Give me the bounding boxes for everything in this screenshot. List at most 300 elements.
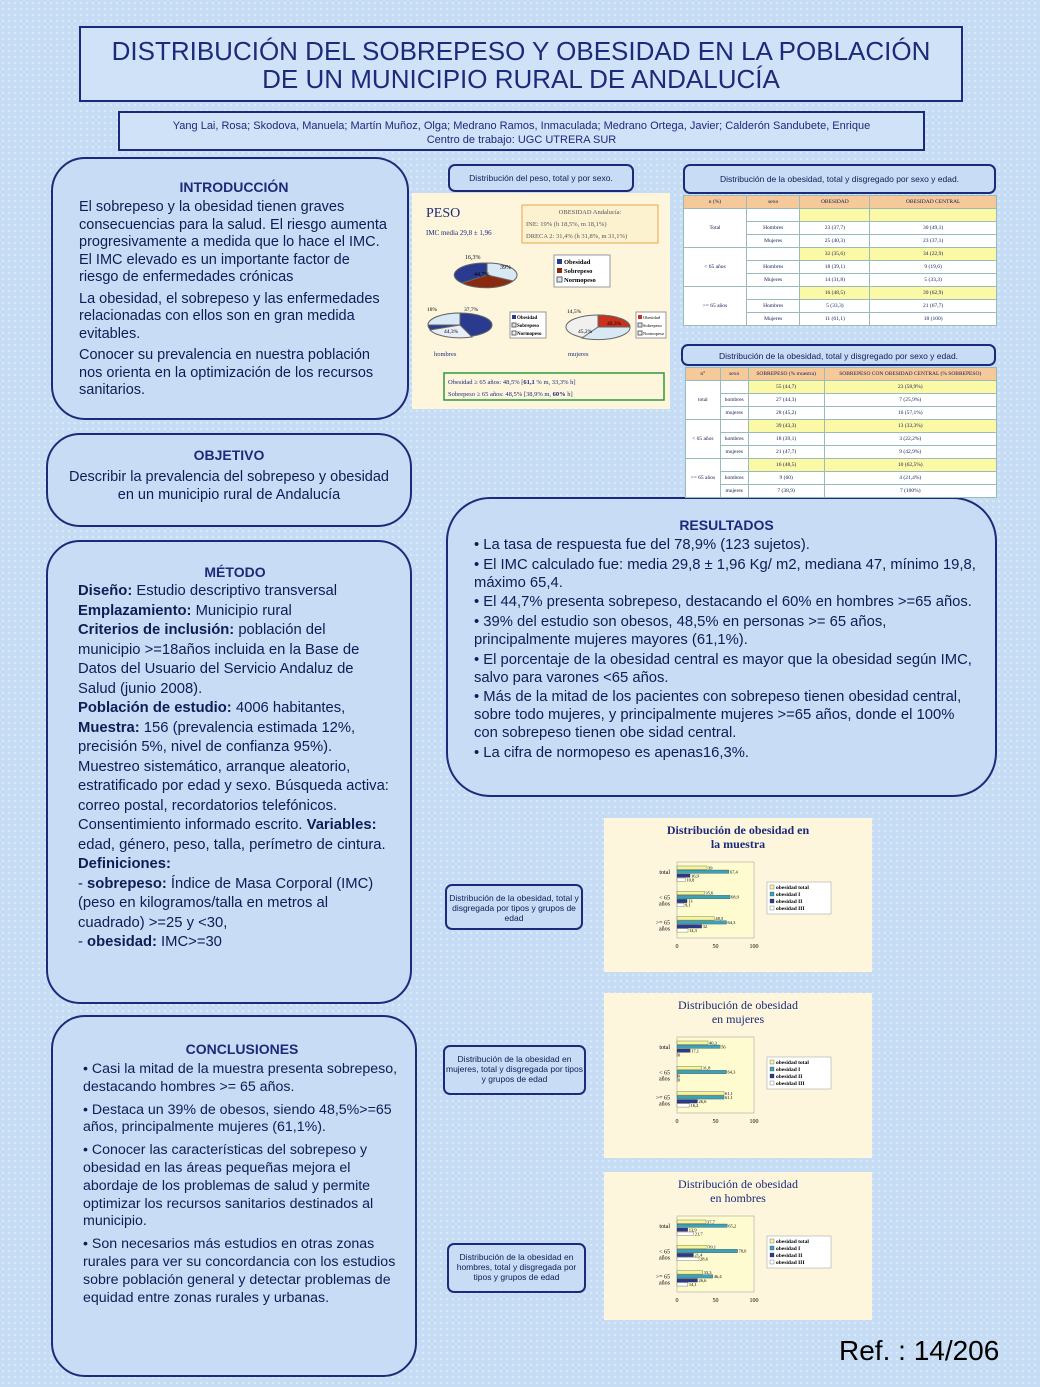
table-row	[684, 287, 997, 300]
bar-value-label: 10,8	[686, 877, 695, 883]
row-value-a: 23 (37,7)	[800, 222, 870, 235]
x-tick-label: 0	[675, 944, 679, 950]
bar-value-label: 64,3	[727, 919, 736, 925]
legend-entry: obesidad total	[776, 885, 809, 891]
legend-entry: obesidad total	[776, 1239, 809, 1245]
criterios-label: Criterios de inclusión:	[78, 622, 235, 638]
legend-swatch	[770, 1260, 774, 1264]
conclusion-item: • Destaca un 39% de obesos, siendo 48,5%>=65 años, principalmente mujeres (61,1%).	[83, 1101, 392, 1136]
legend-entry: obesidad II	[776, 1253, 803, 1259]
conclusiones-heading: CONCLUSIONES	[185, 1041, 299, 1057]
category-label: total	[659, 1224, 670, 1230]
chart-title-line-2: en hombres	[710, 1191, 766, 1205]
conclusion-item: • Casi la mitad de la muestra presenta sobrepeso, destacando hombres >= 65 años.	[83, 1061, 398, 1095]
hombres-legend	[510, 312, 546, 338]
legend-sobrepeso: Sobrepeso	[564, 268, 593, 275]
legend-swatch	[770, 885, 774, 889]
variables-text: edad, género, peso, talla, perímetro de cintura.	[78, 836, 386, 853]
category-label: < 65	[659, 895, 670, 902]
row-value-a: 9 (60)	[748, 472, 824, 485]
table1-header: OBESIDAD CENTRAL	[870, 196, 997, 209]
row-sexo	[746, 287, 800, 300]
def1-dash: -	[78, 875, 88, 892]
table-row	[686, 420, 997, 433]
conclusiones-box	[51, 1015, 417, 1377]
bar	[677, 891, 704, 894]
table-row	[686, 446, 997, 459]
legend-entry: obesidad III	[776, 1081, 805, 1087]
category-label-cont: años	[659, 1076, 670, 1083]
chart-hombres-svg	[604, 1172, 872, 1320]
row-group: total	[686, 381, 721, 420]
row-value-b: 7 (100%)	[824, 485, 996, 498]
reference-number: Ref. : 14/206	[839, 1335, 1000, 1366]
row-value-a: 18 (39,1)	[748, 433, 824, 446]
bar-value-label: 16,9	[691, 873, 699, 879]
row-value-b: 5 (33,3)	[870, 274, 997, 287]
bar-value-label: 0	[678, 1052, 681, 1058]
row-sexo: hombres	[720, 433, 748, 446]
row-value-b: 18 (100)	[870, 313, 997, 326]
bar	[677, 917, 714, 920]
bar-value-label: 21,4	[694, 1252, 703, 1258]
chart-title-line-1: Distribución de obesidad	[678, 998, 798, 1012]
criterios-text: población del municipio >=18años incluida en la Base de Datos del Usuario del Servicio Andaluz de Salud (junio 2008).	[78, 622, 360, 697]
bar-value-label: 9,1	[685, 902, 691, 908]
row-value-b: 23 (37,1)	[870, 235, 997, 248]
bar	[677, 1232, 694, 1235]
hl-text-1: Obesidad	[517, 316, 538, 321]
bar-value-label: 37,7	[707, 1219, 715, 1225]
variables-label: Variables:	[306, 817, 377, 833]
bar-value-label: 21,7	[694, 1231, 703, 1237]
bar-value-label: 61,1	[725, 1094, 733, 1100]
resultado-item: • La cifra de normopeso es apenas16,3%.	[474, 744, 749, 761]
hombres-slice-normopeso	[428, 313, 460, 325]
table-row	[686, 472, 997, 485]
category-label: >= 65	[655, 1274, 670, 1281]
bar	[677, 929, 688, 932]
row-group: < 65 años	[684, 248, 747, 287]
row-value-b: 16 (57,1%)	[824, 407, 996, 420]
row-value-b: 30 (49,1)	[870, 222, 997, 235]
row-group: >= 65 años	[686, 459, 721, 498]
legend-entry: obesidad II	[776, 1074, 803, 1080]
row-group: >= 65 años	[684, 287, 747, 326]
hl-text-2: Sobrepeso	[517, 324, 539, 329]
row-value-b: 39 (62,9)	[870, 287, 997, 300]
bar-value-label: 39	[708, 865, 713, 871]
conclusion-item: • Conocer las características del sobrepeso y obesidad en las áreas pequeñas mejora el abordaje de los problemas de salud y permite optimizar los recursos sanitarios destinados al municipio.	[83, 1142, 374, 1230]
diseno-label: Diseño:	[78, 583, 133, 599]
bar	[677, 1041, 708, 1044]
bar	[677, 1249, 738, 1252]
introduccion-paragraph: La obesidad, el sobrepeso y las enfermedades relacionadas con ellos son en gran medida evitables.	[79, 290, 380, 342]
chart-title-line-2: en mujeres	[711, 1012, 765, 1026]
resultado-item: • La tasa de respuesta fue del 78,9% (123 sujetos).	[474, 537, 810, 553]
bar-value-label: 0	[678, 1073, 681, 1079]
table-obesidad-grid	[683, 195, 997, 326]
hombres-label-b: 37,7%	[464, 307, 479, 313]
row-sexo: hombres	[720, 472, 748, 485]
table1-header: n (%)	[684, 196, 747, 209]
main-pie	[454, 255, 517, 288]
category-label: total	[659, 870, 670, 876]
peso-panel-svg	[412, 193, 670, 409]
title-line-1: DISTRIBUCIÓN DEL SOBREPESO Y OBESIDAD EN LA POBLACIÓN	[111, 36, 931, 66]
obesidad-dist-label-1: Distribución de la obesidad, total y disgregado por sexo y edad.	[683, 164, 996, 194]
introduccion-paragraph: Conocer su prevalencia en nuestra población nos orienta en la optimización de los recursos sanitarios.	[79, 347, 374, 398]
bar-value-label: 33,3	[703, 1269, 712, 1275]
bar-value-label: 35,6	[705, 890, 714, 896]
peso-imc: IMC media 29,8 ± 1,96	[426, 229, 492, 237]
row-sexo	[720, 381, 748, 394]
introduccion-box	[51, 157, 409, 420]
bar-value-label: 13	[688, 898, 693, 904]
introduccion-paragraph: El sobrepeso y la obesidad tienen graves consecuencias para la salud. El riesgo aumenta progresivamente a medida que lo hace el IMC. El IMC elevado es un importante factor de riesgo de enfermedades crónicas	[79, 199, 387, 285]
mujeres-label-a: 14,5%	[567, 309, 582, 315]
legend-entry: obesidad III	[776, 906, 805, 912]
bar	[677, 1224, 727, 1227]
resultados-list	[474, 537, 979, 763]
x-tick-label: 50	[712, 1298, 719, 1304]
note-sobrepeso: Sobrepeso ≥ 65 años: 48,5% [38,9% m, 60% h]	[448, 391, 573, 398]
bar-value-label: 64,3	[727, 1069, 736, 1075]
row-value-a: 27 (44,3)	[748, 394, 824, 407]
hombres-label-c: 44,3%	[444, 329, 459, 335]
row-value-a: 18 (39,1)	[800, 261, 870, 274]
andalucia-dreca: DRECA 2: 31,4% (h 31,8%, m 31,1%)	[526, 233, 628, 240]
row-value-b: 3 (22,2%)	[824, 433, 996, 446]
row-sexo: Mujeres	[746, 274, 800, 287]
row-sexo: Mujeres	[746, 313, 800, 326]
resultado-item: • El 44,7% presenta sobrepeso, destacando el 60% en hombres >=65 años.	[474, 594, 972, 611]
table-row	[686, 394, 997, 407]
table1-header: sexo	[746, 196, 800, 209]
chart-mujeres	[604, 993, 872, 1158]
ml-text-2: Sobrepeso	[643, 323, 662, 328]
row-sexo: mujeres	[720, 485, 748, 498]
resultados-box	[446, 497, 997, 797]
objetivo-heading: OBJETIVO	[193, 447, 265, 463]
row-value-a: 14 (31,8)	[800, 274, 870, 287]
muestra-text: 156 (prevalencia estimada 12%, precisión 5%, nivel de confianza 95%). Muestreo sistemático, arranque aleatorio, estratificado por edad y sexo. Búsqueda activa: correo postal, recordatorios telefónicos. Consentimiento informado escrito.	[78, 719, 389, 833]
bar-value-label: 16,2	[690, 1102, 699, 1108]
table-row	[686, 433, 997, 446]
row-sexo: Mujeres	[746, 235, 800, 248]
legend-swatch	[770, 892, 774, 896]
table-obesidad	[683, 195, 997, 326]
row-value-a: 25 (40,3)	[800, 235, 870, 248]
table-row	[684, 248, 997, 261]
bar-value-label: 14,1	[688, 1281, 697, 1287]
metodo-heading: MÉTODO	[204, 564, 266, 580]
chart-mujeres-svg	[604, 993, 872, 1158]
category-label-cont: años	[659, 926, 670, 933]
bar-value-label: 61,1	[725, 1090, 733, 1096]
bar	[677, 903, 684, 906]
bar	[677, 1220, 706, 1223]
row-value-b: 9 (19,6)	[870, 261, 997, 274]
bar	[677, 1245, 707, 1248]
table-row	[684, 209, 997, 222]
muestra-label: Muestra:	[78, 719, 140, 736]
resultado-item: • El porcentaje de la obesidad central es mayor que la obesidad según IMC, salvo para varones <65 años.	[474, 651, 972, 686]
row-sexo: mujeres	[720, 407, 748, 420]
row-sexo: hombres	[720, 394, 748, 407]
bar-value-label: 26,6	[698, 1098, 707, 1104]
obesidad-dist-label-2: Distribución de la obesidad, total y disgregado por sexo y edad.	[681, 344, 996, 366]
authors-workplace: Centro de trabajo: UGC UTRERA SUR	[426, 134, 617, 146]
row-value-a: 11 (61,1)	[800, 313, 870, 326]
row-sexo: Hombres	[746, 261, 800, 274]
legend-entry: obesidad I	[776, 1246, 801, 1252]
hombres-label: hombres	[434, 351, 457, 358]
row-group: Total	[684, 209, 747, 248]
bar	[677, 1070, 727, 1073]
legend-swatch	[770, 906, 774, 910]
legend-swatch	[770, 1246, 774, 1250]
category-label-cont: años	[659, 1101, 670, 1108]
legend-swatch	[770, 1081, 774, 1085]
andalucia-ine: INE: 19% (h 18,5%, m 18,1%)	[526, 221, 607, 228]
hl-swatch-1	[512, 315, 516, 319]
row-group: < 65 años	[686, 420, 721, 459]
table2-header: SOBREPESO CON OBESIDAD CENTRAL (% SOBREPESO)	[824, 368, 996, 381]
mujeres-label: mujeres	[568, 351, 589, 358]
resultado-item: • 39% del estudio son obesos, 48,5% en personas >= 65 años, principalmente mujeres mayores (61,1%).	[474, 614, 887, 648]
main-pie-legend	[554, 255, 610, 287]
bar	[677, 1253, 693, 1256]
bar-value-label: 26,6	[698, 1277, 707, 1283]
bar-value-label: 65,2	[728, 1223, 737, 1229]
row-value-b	[870, 209, 997, 222]
bar	[677, 1275, 713, 1278]
bar	[677, 1104, 689, 1107]
category-label: >= 65	[655, 1095, 670, 1102]
bar	[677, 1066, 701, 1069]
ml-swatch-3	[638, 331, 642, 335]
emplazamiento-text: Municipio rural	[191, 602, 292, 619]
hl-swatch-2	[512, 323, 516, 327]
legend-entry: obesidad I	[776, 1067, 801, 1073]
bar-value-label: 78,6	[738, 1248, 747, 1254]
table1-header: OBESIDAD	[800, 196, 870, 209]
row-value-b: 9 (42,9%)	[824, 446, 996, 459]
ml-text-3: Normopeso	[643, 331, 664, 336]
legend-swatch-obesidad	[557, 259, 562, 264]
mujeres-legend	[636, 312, 666, 338]
definiciones-label: Definiciones:	[78, 856, 171, 872]
bar-value-label: 46,4	[713, 1273, 722, 1279]
row-value-a: 55 (44,7)	[748, 381, 824, 394]
row-value-a: 16 (48,5)	[800, 287, 870, 300]
category-label: >= 65	[655, 920, 670, 927]
bar	[677, 1228, 688, 1231]
table-row	[686, 459, 997, 472]
bar-value-label: 40,3	[709, 1040, 717, 1046]
chart3-label: Distribución de la obesidad en hombres, total y disgregada por tipos y grupos de edad	[447, 1243, 586, 1293]
row-sexo	[746, 248, 800, 261]
category-label: total	[659, 1045, 670, 1051]
row-value-b: 21 (67,7)	[870, 300, 997, 313]
legend-normopeso: Normopeso	[564, 277, 596, 284]
bar-value-label: 67,4	[729, 869, 738, 875]
bar-value-label: 68,9	[731, 894, 739, 900]
authors-box	[118, 111, 925, 151]
pie-label-sobrepeso: 44,7%	[474, 272, 490, 278]
category-label-cont: años	[659, 901, 670, 908]
legend-swatch	[770, 1074, 774, 1078]
mujeres-pie	[566, 309, 630, 358]
row-sexo: Hombres	[746, 300, 800, 313]
emplazamiento-label: Emplazamiento:	[78, 602, 192, 619]
legend-swatch-sobrepeso	[557, 268, 562, 273]
row-value-b: 13 (33,3%)	[824, 420, 996, 433]
row-sexo: Hombres	[746, 222, 800, 235]
conclusiones-list	[83, 1061, 401, 1307]
chart2-label: Distribución de la obesidad en mujeres, total y disgregada por tipos y grupos de edad	[443, 1045, 586, 1095]
mujeres-label-b: 40,3%	[607, 321, 622, 327]
row-value-a: 7 (38,9)	[748, 485, 824, 498]
row-value-a: 5 (33,3)	[800, 300, 870, 313]
chart-title-line-1: Distribución de obesidad	[678, 1177, 798, 1191]
bar-value-label: 28,6	[700, 1256, 708, 1262]
row-value-a: 16 (48,5)	[748, 459, 824, 472]
def2-label: obesidad:	[87, 934, 157, 950]
row-value-a: 39 (43,3)	[748, 420, 824, 433]
bar	[677, 866, 707, 869]
def2-text: IMC>=30	[156, 934, 222, 950]
bar-value-label: 56	[721, 1044, 726, 1050]
bar-value-label: 39,1	[708, 1244, 716, 1250]
poster-title	[79, 26, 963, 102]
hl-swatch-3	[512, 331, 516, 335]
ml-swatch-1	[638, 315, 642, 319]
metodo-box	[46, 540, 412, 1004]
pie-label-obesidad: 39%	[500, 265, 511, 271]
row-sexo	[720, 420, 748, 433]
peso-panel	[412, 193, 670, 409]
row-value-a: 21 (47,7)	[748, 446, 824, 459]
objetivo-text: Describir la prevalencia del sobrepeso y obesidad en un municipio rural de Andalucía	[69, 469, 389, 503]
bar-value-label: 14,3	[689, 927, 697, 933]
row-value-a: 32 (35,6)	[800, 248, 870, 261]
mujeres-label-c: 45,2%	[578, 329, 593, 335]
x-tick-label: 0	[675, 1298, 679, 1304]
ml-swatch-2	[638, 323, 642, 327]
poblacion-label: Población de estudio:	[78, 700, 232, 716]
bar-value-label: 0	[678, 1077, 681, 1083]
resultado-item: • El IMC calculado fue: media 29,8 ± 1,96 Kg/ m2, mediana 47, mínimo 19,8, máximo 65,4.	[474, 556, 976, 591]
table-row	[686, 485, 997, 498]
bar	[677, 1283, 688, 1286]
peso-dist-label: Distribución del peso, total y por sexo.	[448, 164, 634, 192]
bar	[677, 1257, 699, 1260]
note-obesidad: Obesidad ≥ 65 años: 48,5% [61,1 % m, 33,3% h]	[448, 379, 576, 386]
title-line-2: DE UN MUNICIPIO RURAL DE ANDALUCÍA	[262, 64, 780, 94]
metodo-body	[78, 582, 392, 953]
x-tick-label: 100	[749, 1119, 759, 1125]
row-value-b: 10 (62,5%)	[824, 459, 996, 472]
category-label: < 65	[659, 1249, 670, 1256]
row-value-b: 4 (21,4%)	[824, 472, 996, 485]
chart-title-line-2: la muestra	[710, 837, 766, 851]
legend-swatch	[770, 1253, 774, 1257]
table-row	[686, 381, 997, 394]
row-value-a	[800, 209, 870, 222]
row-sexo	[746, 209, 800, 222]
hombres-pie	[427, 307, 492, 358]
legend-swatch-normopeso	[557, 277, 562, 282]
chart-title-line-1: Distribución de obesidad en	[666, 823, 810, 837]
legend-swatch	[770, 1067, 774, 1071]
bar	[677, 1271, 703, 1274]
def2-dash: -	[78, 934, 88, 950]
legend-entry: obesidad total	[776, 1060, 809, 1066]
x-tick-label: 50	[712, 1119, 719, 1125]
legend-swatch	[770, 899, 774, 903]
def1-label: sobrepeso:	[87, 875, 167, 892]
table2-header: n°	[686, 368, 721, 381]
category-label: < 65	[659, 1070, 670, 1077]
bar-value-label: 13,9	[688, 1227, 697, 1233]
row-value-a: 28 (45,2)	[748, 407, 824, 420]
def1-text: Índice de Masa Corporal (IMC) (peso en kilogramos/talla en metros al cuadrado) >=25 y <30,	[78, 875, 374, 931]
row-sexo: mujeres	[720, 446, 748, 459]
x-tick-label: 50	[712, 944, 719, 950]
x-tick-label: 0	[675, 1119, 679, 1125]
row-value-b: 7 (25,9%)	[824, 394, 996, 407]
x-tick-label: 100	[749, 1298, 759, 1304]
table-row	[686, 407, 997, 420]
x-tick-label: 100	[749, 944, 759, 950]
hl-text-3: Normopeso	[517, 332, 542, 337]
bar	[677, 870, 729, 873]
bar-value-label: 48,5	[715, 915, 724, 921]
legend-obesidad: Obesidad	[564, 259, 591, 266]
peso-title: PESO	[426, 206, 461, 221]
bar-value-label: 17,1	[691, 1048, 700, 1054]
legend-entry: obesidad I	[776, 892, 801, 898]
conclusion-item: • Son necesarios más estudios en otras zonas rurales para ver su concordancia con los estudios sobre población general y detectar problemas de equidad entre zonas rurales y urbanas.	[83, 1236, 396, 1306]
table2-header: sexo	[720, 368, 748, 381]
hombres-label-a: 18%	[427, 307, 438, 313]
bar	[677, 1092, 724, 1095]
chart1-label: Distribución de la obesidad, total y disgregada por tipos y grupos de edad	[445, 884, 583, 930]
table-sobrepeso-grid	[685, 367, 997, 498]
table-sobrepeso	[685, 367, 997, 498]
table2-header: SOBREPESO (% muestra)	[748, 368, 824, 381]
row-value-b: 23 (58,9%)	[824, 381, 996, 394]
pie-label-normopeso: 16,3%	[465, 255, 481, 261]
resultados-heading: RESULTADOS	[679, 517, 774, 533]
row-sexo	[720, 459, 748, 472]
bar	[677, 878, 685, 881]
legend-entry: obesidad II	[776, 899, 803, 905]
legend-swatch	[770, 1060, 774, 1064]
chart-hombres	[604, 1172, 872, 1320]
ml-text-1: Obesidad	[643, 315, 660, 320]
bar-value-label: 32	[702, 923, 708, 929]
row-value-b: 34 (22,9)	[870, 248, 997, 261]
andalucia-title: OBESIDAD Andalucía:	[558, 209, 622, 216]
bar-value-label: 31,8	[702, 1065, 711, 1071]
resultado-item: • Más de la mitad de los pacientes con sobrepeso tienen obesidad central, sobre todo mujeres, y principalmente mujeres >=65 años, donde el 100% con sobrepeso tienen obe sidad central.	[474, 689, 962, 741]
chart-muestra-svg	[604, 818, 872, 972]
chart-muestra	[604, 818, 872, 972]
bar	[677, 895, 730, 898]
